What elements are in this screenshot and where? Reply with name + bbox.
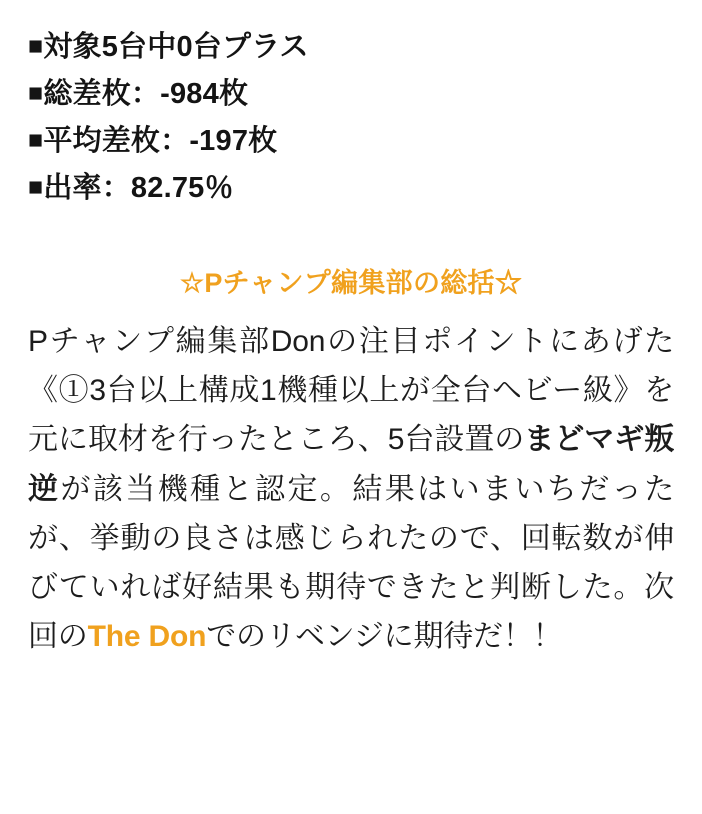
stat-item-label: 平均差枚：-197枚 — [43, 124, 278, 157]
square-bullet-icon: ■ — [28, 32, 44, 60]
paragraph-accent-event-name: The Don — [87, 620, 207, 654]
paragraph-part-2: が該当機種と認定。結果はいまいちだったが、挙動の良さは感じられたので、回転数が伸びていれば好結果も期待できたと判断した。次回の — [28, 472, 674, 654]
square-bullet-icon: ■ — [28, 172, 44, 201]
paragraph-part-1: Pチャンプ編集部Donの注目ポイントにあげた《①3台以上構成1機種以上が全台ヘビー級》を元に取材を行ったところ、5台設置の — [28, 324, 674, 457]
paragraph-part-3: でのリベンジに期待だ！！ — [206, 620, 563, 654]
summary-paragraph — [28, 317, 674, 661]
stat-item — [28, 165, 674, 212]
stat-item — [28, 71, 674, 118]
stat-item-label: 出率：82.75％ — [43, 171, 234, 204]
stat-item — [28, 118, 674, 165]
stat-item-label: 対象5台中0台プラス — [43, 31, 309, 63]
stats-list — [28, 24, 674, 212]
summary-heading: ☆Pチャンプ編集部の総括☆ — [179, 267, 523, 298]
square-bullet-icon: ■ — [28, 125, 44, 154]
stat-item-label: 総差枚：-984枚 — [43, 77, 249, 110]
stat-item — [28, 24, 674, 71]
paragraph-bold-machine-name: まどマギ叛逆 — [28, 423, 675, 506]
section-spacer — [28, 212, 674, 266]
square-bullet-icon: ■ — [28, 78, 44, 107]
